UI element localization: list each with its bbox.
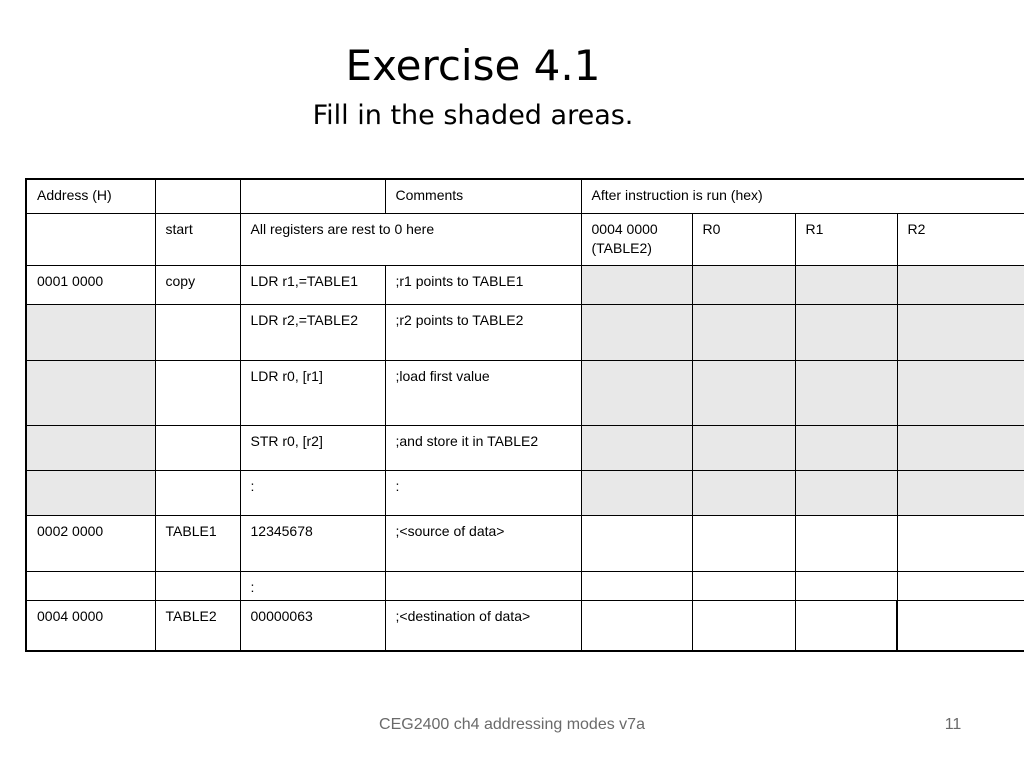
label-cell <box>155 360 240 425</box>
slide-footer: CEG2400 ch4 addressing modes v7a <box>379 716 645 733</box>
table-cell <box>581 515 692 571</box>
register-header-r1: R1 <box>795 213 897 265</box>
instruction-cell: : <box>240 470 385 515</box>
shaded-cell <box>897 360 1024 425</box>
header-comments: Comments <box>385 179 581 213</box>
comment-cell: ;r1 points to TABLE1 <box>385 265 581 304</box>
table-cell <box>581 571 692 600</box>
comment-cell: ;and store it in TABLE2 <box>385 425 581 470</box>
table-row <box>26 304 1024 360</box>
table-row <box>26 600 1024 651</box>
shaded-cell <box>581 304 692 360</box>
register-header-r2: R2 <box>897 213 1024 265</box>
shaded-cell <box>581 265 692 304</box>
start-label: start <box>155 213 240 265</box>
table-row <box>26 515 1024 571</box>
instruction-cell: STR r0, [r2] <box>240 425 385 470</box>
comment-cell: ;<source of data> <box>385 515 581 571</box>
address-cell: 0004 0000 <box>26 600 155 651</box>
table-row <box>26 265 1024 304</box>
start-row <box>26 213 1024 265</box>
comment-cell: ;load first value <box>385 360 581 425</box>
shaded-cell <box>581 425 692 470</box>
shaded-cell <box>795 425 897 470</box>
shaded-cell <box>795 470 897 515</box>
table-cell <box>692 600 795 651</box>
comment-cell: ;r2 points to TABLE2 <box>385 304 581 360</box>
comment-cell: ;<destination of data> <box>385 600 581 651</box>
header-after-run: After instruction is run (hex) <box>581 179 1024 213</box>
table-cell <box>897 515 1024 571</box>
instruction-cell: LDR r0, [r1] <box>240 360 385 425</box>
table-cell <box>795 600 897 651</box>
page-number: 11 <box>944 716 962 733</box>
exercise-table <box>25 178 1024 652</box>
table-cell <box>897 600 1024 651</box>
table-row <box>26 425 1024 470</box>
table-cell <box>795 515 897 571</box>
instruction-cell: 00000063 <box>240 600 385 651</box>
shaded-address-cell <box>26 304 155 360</box>
table-cell <box>692 571 795 600</box>
table-cell <box>897 571 1024 600</box>
table-row <box>26 470 1024 515</box>
header-row <box>26 179 1024 213</box>
start-value: 0004 0000 (TABLE2) <box>581 213 692 265</box>
label-cell <box>155 571 240 600</box>
table-cell <box>795 571 897 600</box>
label-cell: copy <box>155 265 240 304</box>
table-cell <box>581 600 692 651</box>
header-address: Address (H) <box>26 179 155 213</box>
shaded-cell <box>897 265 1024 304</box>
shaded-cell <box>795 265 897 304</box>
slide-subtitle: Fill in the shaded areas. <box>312 100 634 131</box>
shaded-address-cell <box>26 425 155 470</box>
instruction-cell: : <box>240 571 385 600</box>
label-cell <box>155 304 240 360</box>
comment-cell: : <box>385 470 581 515</box>
address-cell <box>26 571 155 600</box>
shaded-cell <box>581 470 692 515</box>
header-instruction-blank <box>240 179 385 213</box>
table-cell <box>692 515 795 571</box>
instruction-cell: LDR r1,=TABLE1 <box>240 265 385 304</box>
instruction-cell: 12345678 <box>240 515 385 571</box>
label-cell <box>155 470 240 515</box>
table-cell <box>26 213 155 265</box>
label-cell <box>155 425 240 470</box>
shaded-address-cell <box>26 470 155 515</box>
shaded-cell <box>897 425 1024 470</box>
shaded-cell <box>692 360 795 425</box>
slide-title: Exercise 4.1 <box>345 41 601 90</box>
label-cell: TABLE1 <box>155 515 240 571</box>
address-cell: 0002 0000 <box>26 515 155 571</box>
shaded-cell <box>897 304 1024 360</box>
shaded-address-cell <box>26 360 155 425</box>
table-row <box>26 571 1024 600</box>
comment-cell <box>385 571 581 600</box>
table-row <box>26 360 1024 425</box>
header-label-blank <box>155 179 240 213</box>
shaded-cell <box>795 304 897 360</box>
shaded-cell <box>581 360 692 425</box>
shaded-cell <box>692 304 795 360</box>
shaded-cell <box>692 425 795 470</box>
shaded-cell <box>795 360 897 425</box>
register-header-r0: R0 <box>692 213 795 265</box>
instruction-cell: LDR r2,=TABLE2 <box>240 304 385 360</box>
shaded-cell <box>692 470 795 515</box>
start-note: All registers are rest to 0 here <box>240 213 581 265</box>
shaded-cell <box>897 470 1024 515</box>
label-cell: TABLE2 <box>155 600 240 651</box>
shaded-cell <box>692 265 795 304</box>
address-cell: 0001 0000 <box>26 265 155 304</box>
